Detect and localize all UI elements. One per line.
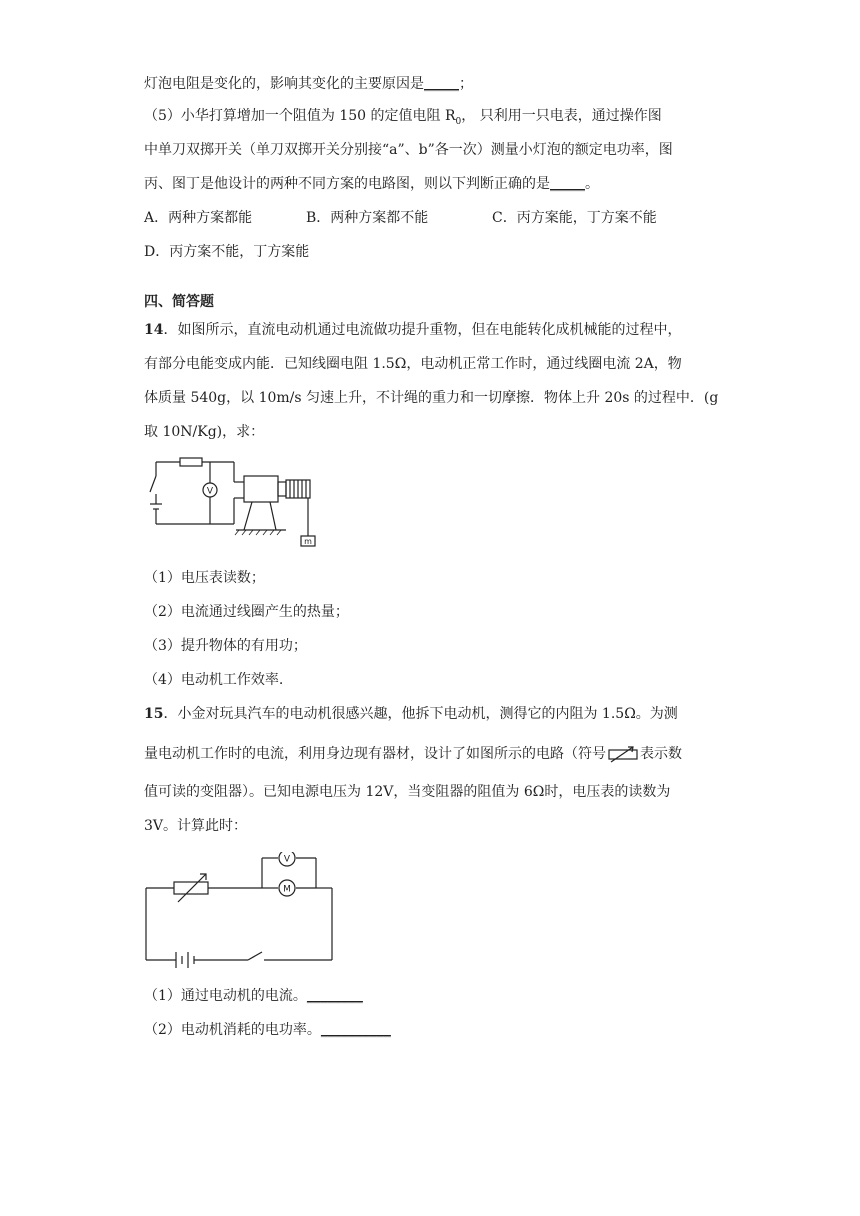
- q15-line2: [144, 744, 682, 764]
- q13-sub5-text-cont: ， 只利用一只电表，通过操作图: [461, 108, 662, 124]
- voltmeter-label: V: [206, 486, 214, 497]
- motor-label: M: [283, 884, 291, 895]
- question-number: 14: [144, 322, 164, 338]
- q13-sub5-line3-text: 丙、图丁是他设计的两种不同方案的电路图，则以下判断正确的是: [144, 176, 550, 192]
- answer-blank[interactable]: _____: [424, 76, 459, 92]
- option-d[interactable]: D．丙方案不能，丁方案能: [144, 244, 310, 260]
- q14-sub1: （1）电压表读数；: [144, 570, 265, 586]
- q15-line3: 值可读的变阻器）。已知电源电压为 12V，当变阻器的阻值为 6Ω时，电压表的读数为: [144, 784, 671, 800]
- q13-sub5-line1: [144, 106, 662, 132]
- answer-blank[interactable]: _____: [550, 176, 585, 192]
- option-b[interactable]: B．两种方案都不能: [306, 210, 429, 226]
- q13-sub5-line2: 中单刀双掷开关（单刀双掷开关分别接“a”、b”各一次）测量小灯泡的额定电功率，图: [144, 142, 673, 158]
- q14-line2: 有部分电能变成内能．已知线圈电阻 1.5Ω，电动机正常工作时，通过线圈电流 2A，物: [144, 356, 682, 372]
- q14-line4: 取 10N/Kg)，求：: [144, 424, 265, 440]
- q15-sub1-text: （1）通过电动机的电流。: [144, 988, 307, 1004]
- option-c[interactable]: C．丙方案能，丁方案不能: [492, 210, 657, 226]
- q15-line2-end: 表示数: [640, 746, 682, 762]
- q14-line1: [144, 320, 681, 340]
- q15-line4: 3V。计算此时：: [144, 818, 248, 834]
- section-heading: 四、简答题: [144, 294, 214, 310]
- mass-label: m: [304, 537, 312, 546]
- q15-text: ．小金对玩具汽车的电动机很感兴趣，他拆下电动机，测得它的内阻为 1.5Ω。为测: [163, 706, 678, 722]
- answer-blank[interactable]: __________: [320, 1022, 391, 1038]
- q14-line3: 体质量 540g，以 10m/s 匀速上升，不计绳的重力和一切摩擦．物体上升 20s 的过程中．(g: [144, 390, 719, 406]
- q14-text: ．如图所示，直流电动机通过电流做功提升重物，但在电能转化成机械能的过程中，: [163, 322, 682, 338]
- motor-test-circuit-diagram: [140, 852, 340, 970]
- answer-blank[interactable]: ________: [306, 988, 363, 1004]
- q14-sub4: （4）电动机工作效率.: [144, 672, 284, 688]
- q13-sub5-line3-end: 。: [585, 176, 599, 192]
- question-number: 15: [144, 706, 164, 722]
- q15-sub2-text: （2）电动机消耗的电功率。: [144, 1022, 321, 1038]
- q15-line1: [144, 704, 678, 724]
- q13-line0-text: 灯泡电阻是变化的，影响其变化的主要原因是: [144, 76, 424, 92]
- q15-sub2: [144, 1020, 391, 1040]
- motor-lifting-circuit-diagram: [144, 452, 324, 552]
- r0-subscript: 0: [455, 116, 462, 127]
- option-a[interactable]: A．两种方案都能: [144, 210, 253, 226]
- q14-sub2: （2）电流通过线圈产生的热量；: [144, 604, 349, 620]
- q15-sub1: [144, 986, 363, 1006]
- q13-sub5-line3: [144, 174, 599, 194]
- q13-line0: [144, 74, 473, 94]
- q15-line2-text: 量电动机工作时的电流，利用身边现有器材，设计了如图所示的电路（符号: [144, 746, 606, 762]
- q14-sub3: （3）提升物体的有用功；: [144, 638, 307, 654]
- voltmeter-label: V: [283, 854, 291, 865]
- variable-resistor-symbol: [606, 745, 640, 763]
- q13-sub5-text: （5）小华打算增加一个阻值为 150 的定值电阻 R: [144, 108, 456, 124]
- q13-line0-end: ；: [459, 76, 473, 92]
